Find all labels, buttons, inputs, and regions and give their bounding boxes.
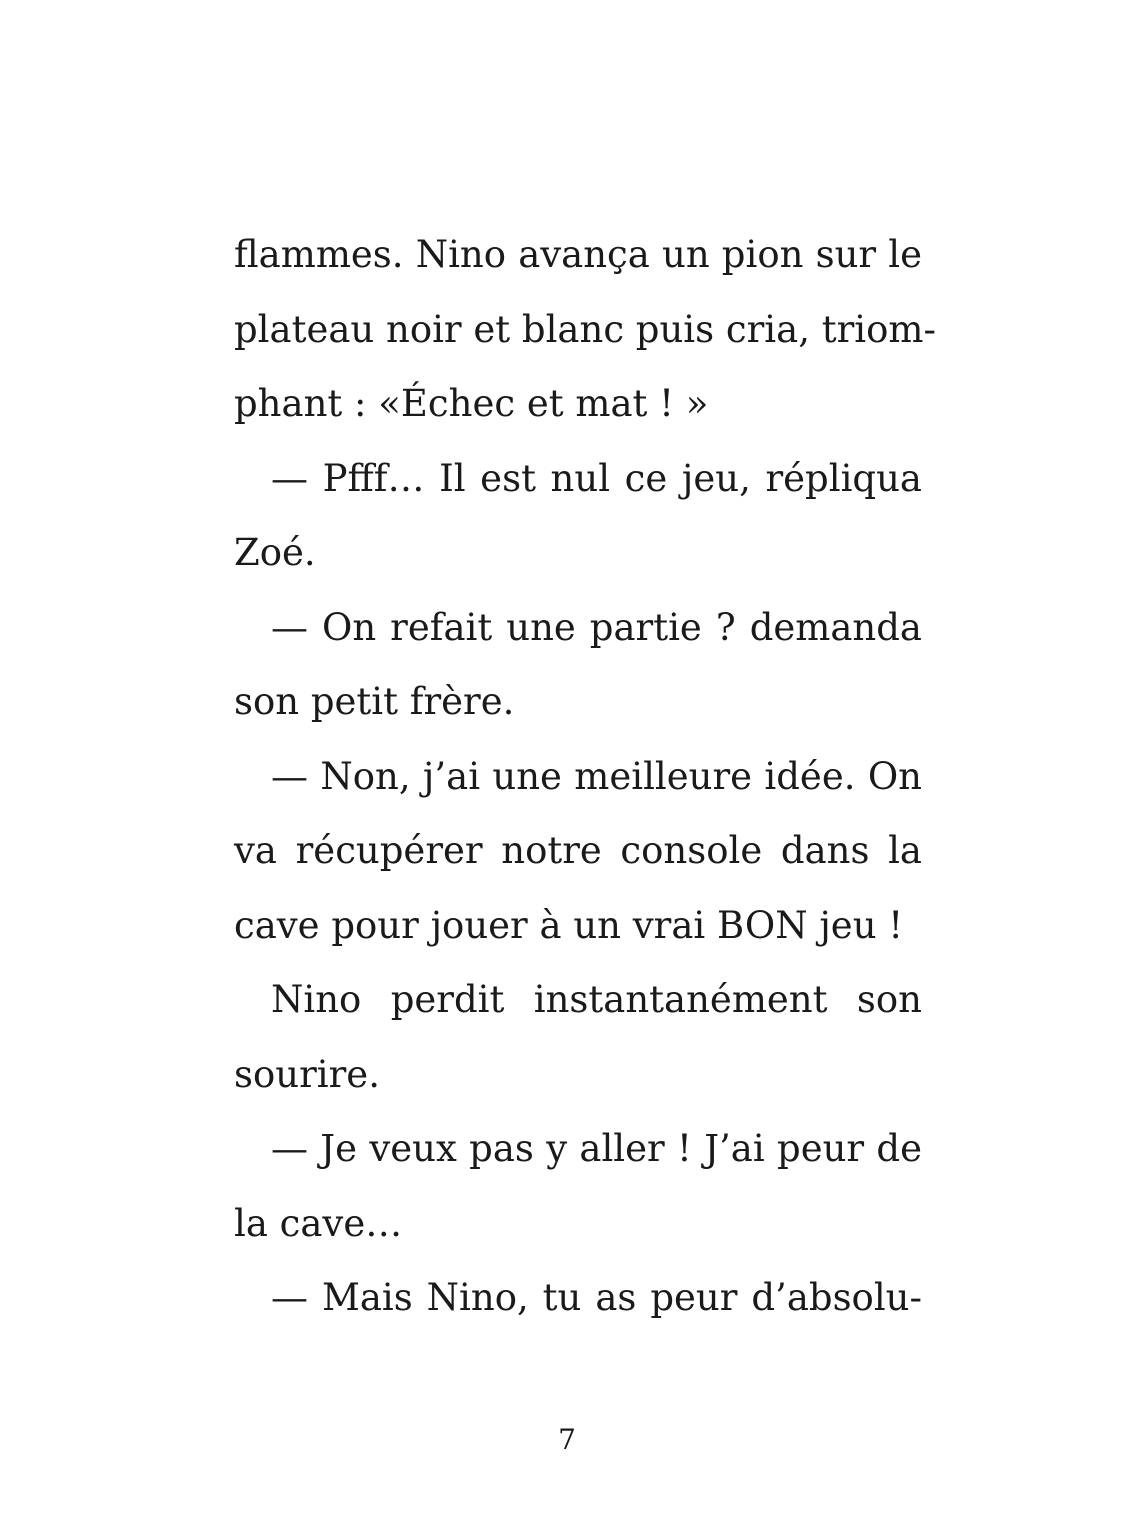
text-line: — Non, j’ai une meilleure idée. On [271,754,922,798]
text-line: — On refait une partie ? demanda [271,605,922,649]
body-text [234,218,936,1336]
text-line: plateau noir et blanc puis cria, triom- [234,307,936,351]
text-line: va récupérer notre console dans la [234,829,922,872]
page-number: 7 [558,1423,576,1456]
text-line: — Pfff… Il est nul ce jeu, répliqua [271,456,922,500]
text-line: sourire. [234,1052,380,1096]
text-line: Nino perdit instantanément son [271,978,922,1021]
text-line: la cave… [234,1201,403,1245]
text-line: — Je veux pas y aller ! J’ai peur de [271,1127,922,1170]
text-line: cave pour jouer à un vrai BON jeu ! [234,903,904,947]
text-line: flammes. Nino avança un pion sur le [234,233,922,276]
text-line: Zoé. [234,531,316,574]
text-line: — Mais Nino, tu as peur d’absolu- [271,1276,922,1319]
text-line: phant : «Échec et mat ! » [234,382,709,425]
text-line: son petit frère. [234,680,515,723]
